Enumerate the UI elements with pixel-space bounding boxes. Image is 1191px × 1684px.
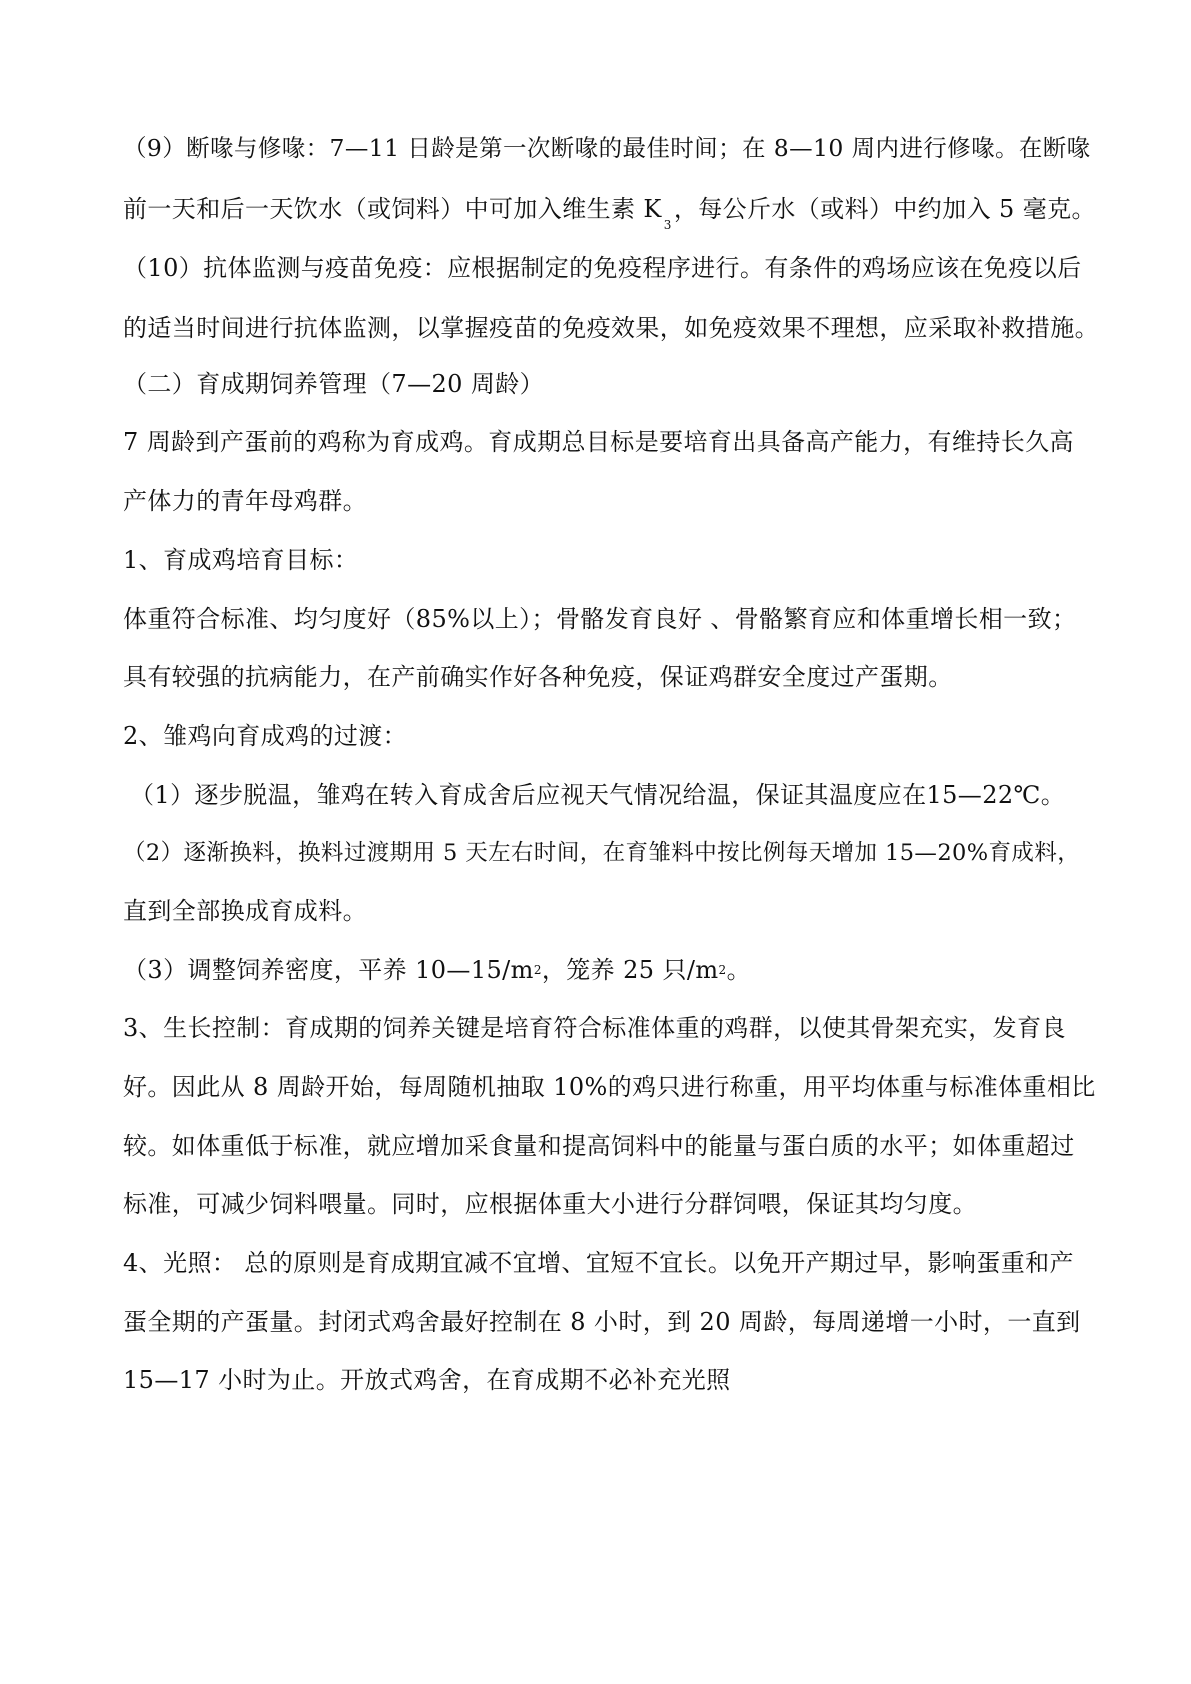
item-4-line-1: 4、光照： 总的原则是育成期宜减不宜增、宜短不宜长。以免开产期过早，影响蛋重和产 xyxy=(123,1249,1074,1277)
paragraph-9-line-2-text-a: 前一天和后一天饮水（或饲料）中可加入维生素 K xyxy=(123,195,662,223)
paragraph-10-line-1: （10）抗体监测与疫苗免疫：应根据制定的免疫程序进行。有条件的鸡场应该在免疫以后 xyxy=(123,254,1082,282)
intro-line-2: 产体力的青年母鸡群。 xyxy=(123,487,367,515)
item-1-line-1: 体重符合标准、均匀度好（85%以上）；骨骼发育良好 、骨骼繁育应和体重增长相一致； xyxy=(123,605,1077,633)
item-2-sub-3-text-c: 。 xyxy=(726,956,751,984)
item-4-line-3: 15—17 小时为止。开放式鸡舍，在育成期不必补充光照 xyxy=(123,1366,731,1394)
item-2-sub-3-text-a: （3）调整饲养密度，平养 10—15/m xyxy=(123,956,534,984)
item-3-line-4: 标准，可减少饲料喂量。同时，应根据体重大小进行分群饲喂，保证其均匀度。 xyxy=(123,1190,977,1218)
item-2-sub-2-line-2: 直到全部换成育成料。 xyxy=(123,897,367,925)
item-1-line-2: 具有较强的抗病能力，在产前确实作好各种免疫，保证鸡群安全度过产蛋期。 xyxy=(123,663,953,691)
vitamin-k-subscript: 3 xyxy=(663,218,672,232)
intro-line-1: 7 周龄到产蛋前的鸡称为育成鸡。育成期总目标是要培育出具备高产能力，有维持长久高 xyxy=(123,428,1074,456)
section-heading: （二）育成期饲养管理（7—20 周龄） xyxy=(123,370,545,398)
paragraph-9-line-2 xyxy=(123,194,1096,232)
item-3-line-3: 较。如体重低于标准，就应增加采食量和提高饲料中的能量与蛋白质的水平；如体重超过 xyxy=(123,1132,1075,1160)
item-2-sub-2-line-1: （2）逐渐换料，换料过渡期用 5 天左右时间，在育雏料中按比例每天增加 15—20%育成料， xyxy=(123,840,1081,866)
item-2-heading: 2、雏鸡向育成鸡的过渡： xyxy=(123,722,408,750)
item-4-line-2: 蛋全期的产蛋量。封闭式鸡舍最好控制在 8 小时，到 20 周龄，每周递增一小时，一直到 xyxy=(123,1308,1081,1336)
square-meter-superscript: 2 xyxy=(533,963,542,977)
item-2-sub-3-text-b: ，笼养 25 只/m xyxy=(541,956,719,984)
paragraph-9-line-1: （9）断喙与修喙：7—11 日龄是第一次断喙的最佳时间；在 8—10 周内进行修喙。在断喙 xyxy=(123,134,1091,162)
square-meter-superscript: 2 xyxy=(718,963,727,977)
item-3-line-2: 好。因此从 8 周龄开始，每周随机抽取 10%的鸡只进行称重，用平均体重与标准体重相比 xyxy=(123,1073,1096,1101)
item-3-line-1: 3、生长控制：育成期的饲养关键是培育符合标准体重的鸡群，以使其骨架充实，发育良 xyxy=(123,1014,1066,1042)
item-2-sub-3 xyxy=(123,955,751,989)
item-2-sub-1: （1）逐步脱温，雏鸡在转入育成舍后应视天气情况给温，保证其温度应在15—22℃。 xyxy=(130,781,1066,809)
item-1-heading: 1、育成鸡培育目标： xyxy=(123,546,359,574)
paragraph-9-line-2-text-b: ，每公斤水（或料）中约加入 5 毫克。 xyxy=(673,195,1096,223)
paragraph-10-line-2: 的适当时间进行抗体监测，以掌握疫苗的免疫效果，如免疫效果不理想，应采取补救措施。 xyxy=(123,314,1099,342)
